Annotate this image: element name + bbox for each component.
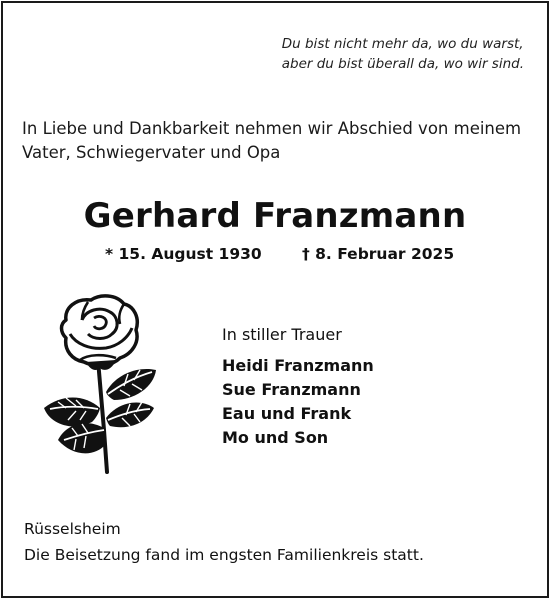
funeral-note: Die Beisetzung fand im engsten Familienkreis statt.	[24, 546, 424, 564]
intro-line-2: Vater, Schwiegervater und Opa	[22, 143, 281, 162]
quote-line-1: Du bist nicht mehr da, wo du warst,	[281, 36, 524, 52]
intro-text	[22, 117, 521, 165]
mourning-title: In stiller Trauer	[222, 325, 342, 344]
rose-icon	[36, 290, 160, 474]
place-name: Rüsselsheim	[24, 520, 121, 538]
intro-line-1: In Liebe und Dankbarkeit nehmen wir Abschied von meinem	[22, 119, 522, 138]
deceased-name: Gerhard Franzmann	[83, 196, 467, 236]
mourner-name: Sue Franzmann	[222, 380, 361, 399]
mourner-name: Mo und Son	[222, 428, 329, 447]
birth-date: * 15. August 1930	[105, 245, 262, 263]
mourner-name: Eau und Frank	[222, 404, 352, 423]
quote-line-2: aber du bist überall da, wo wir sind.	[281, 56, 524, 72]
memorial-quote	[282, 34, 524, 74]
mourner-name: Heidi Franzmann	[222, 356, 374, 375]
mourners-list	[222, 354, 374, 450]
death-date: † 8. Februar 2025	[302, 245, 455, 263]
